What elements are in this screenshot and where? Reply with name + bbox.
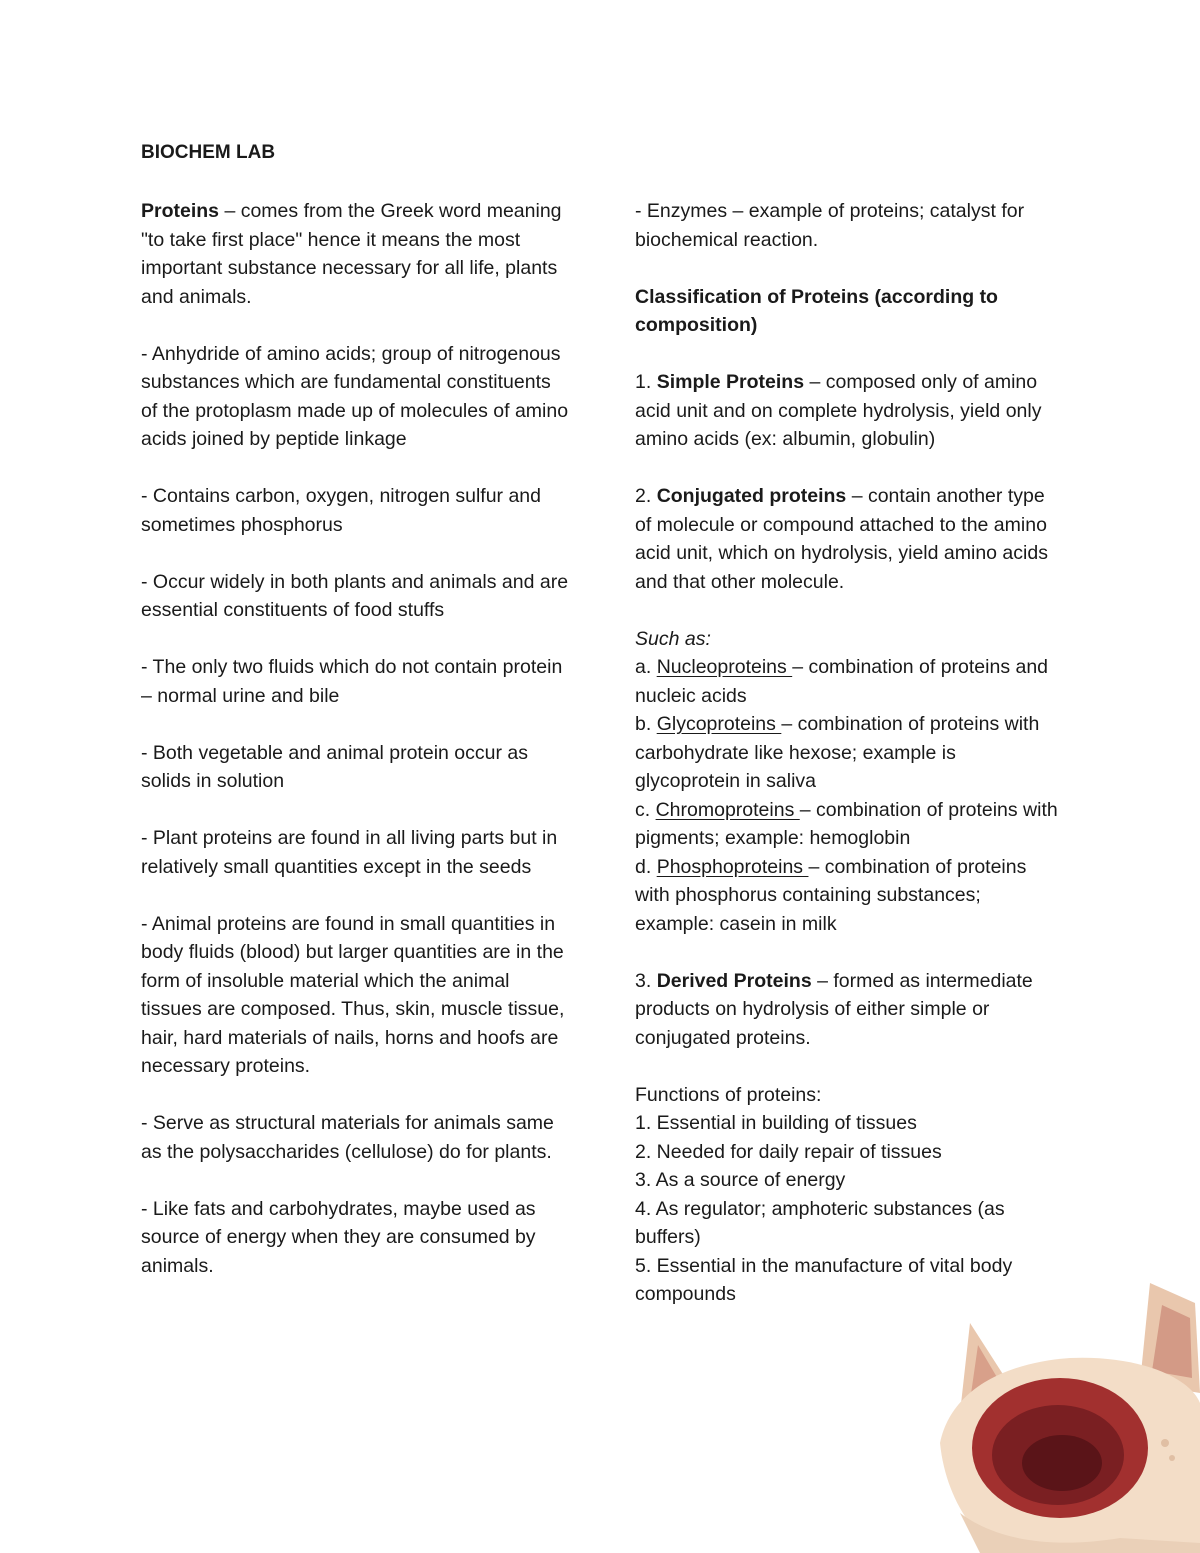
- subtype-item: b. Glycoproteins – combination of proteins with carbohydrate like hexose; example is glycoprotein in saliva: [635, 713, 1040, 792]
- simple-proteins: 1. Simple Proteins – composed only of amino acid unit and on complete hydrolysis, yield only amino acids (ex: albumin, globulin): [635, 371, 1042, 450]
- functions-heading: Functions of proteins:: [635, 1083, 822, 1106]
- popcat-sticker-icon: [940, 1283, 1200, 1553]
- classification-heading: Classification of Proteins (according to composition): [635, 285, 998, 336]
- subtype-item: d. Phosphoproteins – combination of proteins with phosphorus containing substances; example: casein in milk: [635, 855, 1027, 935]
- bullet-item: - Like fats and carbohydrates, maybe used as source of energy when they are consumed by animals.: [141, 1197, 536, 1277]
- right-column: [635, 197, 1065, 1309]
- function-item: 5. Essential in the manufacture of vital body compounds: [635, 1254, 1013, 1305]
- function-item: 2. Needed for daily repair of tissues: [635, 1140, 942, 1163]
- bullet-item: - The only two fluids which do not contain protein – normal urine and bile: [141, 656, 563, 707]
- enzymes-note: - Enzymes – example of proteins; catalyst for biochemical reaction.: [635, 200, 1025, 251]
- function-item: 1. Essential in building of tissues: [635, 1112, 917, 1134]
- left-column: [141, 197, 571, 1309]
- such-as-label: Such as:: [635, 627, 711, 650]
- proteins-definition: Proteins – comes from the Greek word meaning "to take first place" hence it means the most important substance necessary for all life, plants and animals.: [141, 200, 562, 308]
- function-item: 3. As a source of energy: [635, 1169, 846, 1191]
- derived-proteins: 3. Derived Proteins – formed as intermediate products on hydrolysis of either simple or conjugated proteins.: [635, 969, 1033, 1049]
- bullet-item: - Plant proteins are found in all living parts but in relatively small quantities except in the seeds: [141, 827, 558, 878]
- bullet-item: - Anhydride of amino acids; group of nitrogenous substances which are fundamental constituents of the protoplasm made up of molecules of amino acids joined by peptide linkage: [141, 342, 569, 450]
- document-title: BIOCHEM LAB: [141, 142, 276, 163]
- subtype-item: a. Nucleoproteins – combination of proteins and nucleic acids: [635, 656, 1049, 707]
- bullet-item: - Contains carbon, oxygen, nitrogen sulfur and sometimes phosphorus: [141, 485, 541, 536]
- subtype-item: c. Chromoproteins – combination of proteins with pigments; example: hemoglobin: [635, 798, 1058, 849]
- bullet-item: - Serve as structural materials for animals same as the polysaccharides (cellulose) do for plants.: [141, 1112, 554, 1163]
- bullet-item: - Both vegetable and animal protein occur as solids in solution: [141, 741, 528, 792]
- bullet-item: - Animal proteins are found in small quantities in body fluids (blood) but larger quantities are in the form of insoluble material which the animal tissues are composed. Thus, skin, muscle tissue, hair, hard materials of nails, horns and hoofs are necessary proteins.: [141, 912, 565, 1077]
- bullet-item: - Occur widely in both plants and animals and are essential constituents of food stuffs: [141, 570, 569, 621]
- conjugated-proteins: 2. Conjugated proteins – contain another type of molecule or compound attached to the amino acid unit, which on hydrolysis, yield amino acids and that other molecule.: [635, 485, 1048, 593]
- proteins-term: Proteins: [141, 200, 220, 222]
- function-item: 4. As regulator; amphoteric substances (as buffers): [635, 1197, 1005, 1248]
